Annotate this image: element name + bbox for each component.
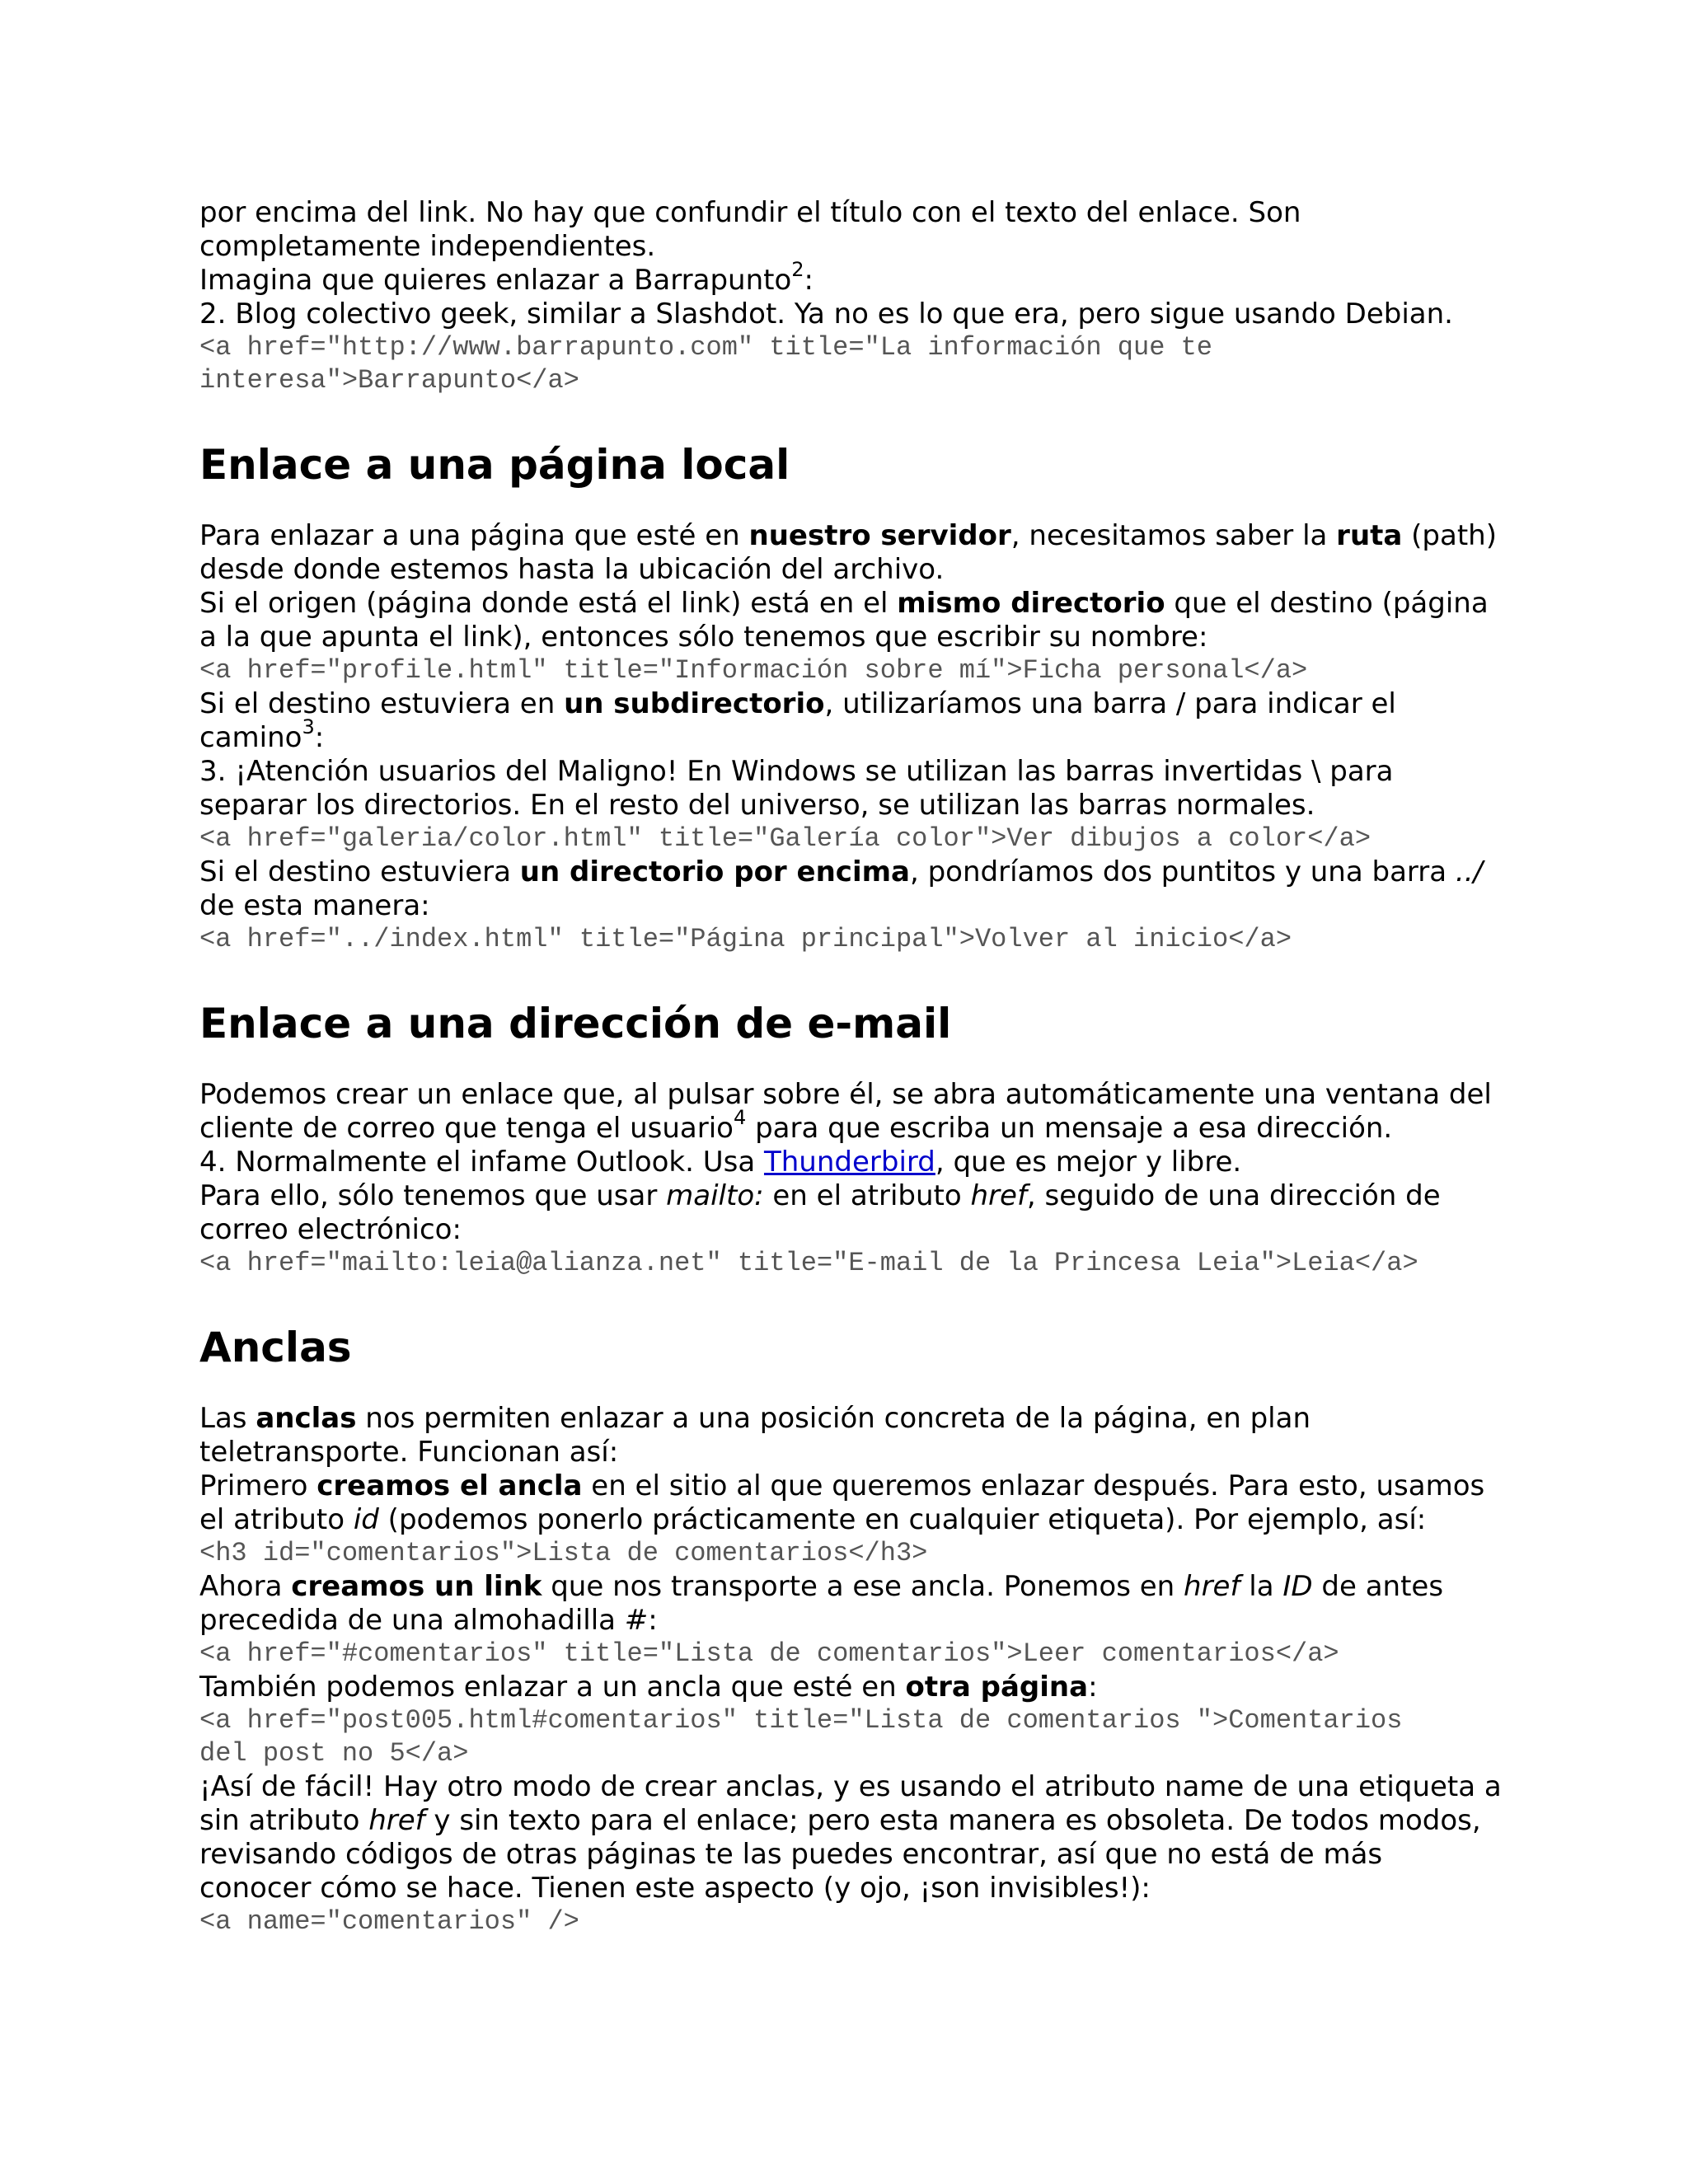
footnote-ref-3: 3	[302, 715, 315, 738]
anchors-paragraph-1: Las anclas nos permiten enlazar a una posición concreta de la página, en plan teletransporte. Funcionan así:	[199, 1402, 1311, 1469]
code-example-index: <a href="../index.html" title="Página principal">Volver al inicio</a>	[199, 924, 1292, 954]
intro-paragraph: por encima del link. No hay que confundir el título con el texto del enlace. Son completamente independientes.	[199, 196, 1301, 263]
anchors-paragraph-4: También podemos enlazar a un ancla que esté en otra página:	[199, 1671, 1098, 1704]
barrapunto-sentence: Imagina que quieres enlazar a Barrapunto$^2$:	[199, 258, 814, 297]
code-example-galeria: <a href="galeria/color.html" title="Galería color">Ver dibujos a color</a>	[199, 823, 1372, 854]
code-example-barrapunto: <a href="http://www.barrapunto.com" title="La información que te interesa">Barrapunto</a>	[199, 332, 1212, 396]
anchors-paragraph-2: Primero creamos el ancla en el sitio al que queremos enlazar después. Para esto, usamos el atributo id (podemos ponerlo prácticamente en cualquier etiqueta). Por ejemplo, así:	[199, 1469, 1485, 1536]
local-paragraph-1: Para enlazar a una página que esté en nuestro servidor, necesitamos saber la ruta (path) desde donde estemos hasta la ubicación del archivo.	[199, 519, 1497, 586]
footnote-4: 4. Normalmente el infame Outlook. Usa Thunderbird, que es mejor y libre.	[199, 1146, 1242, 1179]
document-page	[199, 196, 1502, 1938]
email-paragraph-1: Podemos crear un enlace que, al pulsar sobre él, se abra automáticamente una ventana del cliente de correo que tenga el usuario$^4$ para que escriba un mensaje a esa dirección.	[199, 1078, 1492, 1145]
footnote-3: 3. ¡Atención usuarios del Maligno! En Windows se utilizan las barras invertidas \ para separar los directorios. En el resto del universo, se utilizan las barras normales.	[199, 755, 1394, 822]
code-example-mailto: <a href="mailto:leia@alianza.net" title="E-mail de la Princesa Leia">Leia</a>	[199, 1248, 1418, 1278]
footnote-ref-2: 2	[791, 258, 804, 281]
section-title-anchors: Anclas	[199, 1324, 352, 1371]
code-example-h3-id: <h3 id="comentarios">Lista de comentarios</h3>	[199, 1538, 928, 1568]
code-example-profile: <a href="profile.html" title="Información sobre mí">Ficha personal</a>	[199, 655, 1308, 686]
local-paragraph-3: Si el destino estuviera en un subdirectorio, utilizaríamos una barra / para indicar el camino$^3$:	[199, 687, 1396, 754]
anchors-paragraph-3: Ahora creamos un link que nos transporte a ese ancla. Ponemos en href la ID de antes precedida de una almohadilla #:	[199, 1570, 1444, 1637]
footnote-2: 2. Blog colectivo geek, similar a Slashdot. Ya no es lo que era, pero sigue usando Debian.	[199, 298, 1453, 330]
code-example-other-page-anchor: <a href="post005.html#comentarios" title="Lista de comentarios ">Comentarios del post no 5</a>	[199, 1705, 1403, 1769]
email-paragraph-2: Para ello, sólo tenemos que usar mailto: en el atributo href, seguido de una dirección de correo electrónico:	[199, 1179, 1441, 1246]
code-example-name-anchor: <a name="comentarios" />	[199, 1906, 579, 1937]
code-example-anchor-link: <a href="#comentarios" title="Lista de comentarios">Leer comentarios</a>	[199, 1638, 1339, 1669]
footnote-ref-4: 4	[733, 1106, 747, 1129]
section-title-local: Enlace a una página local	[199, 441, 790, 489]
section-title-email: Enlace a una dirección de e-mail	[199, 1000, 952, 1047]
local-paragraph-4: Si el destino estuviera un directorio por encima, pondríamos dos puntitos y una barra ../ de esta manera:	[199, 855, 1483, 922]
local-paragraph-2: Si el origen (página donde está el link) está en el mismo directorio que el destino (página a la que apunta el link), entonces sólo tenemos que escribir su nombre:	[199, 587, 1489, 654]
anchors-paragraph-5: ¡Así de fácil! Hay otro modo de crear anclas, y es usando el atributo name de una etiqueta a sin atributo href y sin texto para el enlace; pero esta manera es obsoleta. De todos modos, revisando códigos de otras páginas te las puedes encontrar, así que no está de más conocer cómo se hace. Tienen este aspecto (y ojo, ¡son invisibles!):	[199, 1770, 1502, 1905]
thunderbird-link[interactable]: Thunderbird	[763, 1146, 935, 1179]
